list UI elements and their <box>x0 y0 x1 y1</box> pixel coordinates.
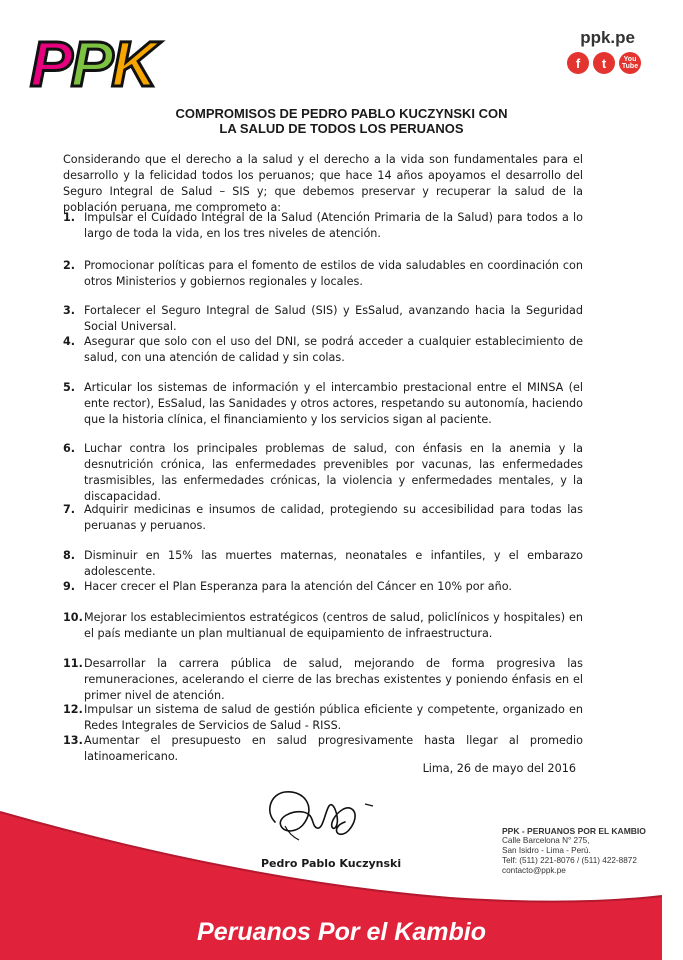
item-number: 5. <box>63 381 76 394</box>
contact-phone: Telf: (511) 221-8076 / (511) 422-8872 <box>502 856 637 865</box>
item-text: Disminuir en 15% las muertes maternas, neonatales e infantiles, y el embarazo adolescente. <box>84 549 583 578</box>
item-number: 7. <box>63 503 76 516</box>
item-text: Articular los sistemas de información y el intercambio prestacional entre el MINSA (el ente rector), EsSalud, las Sanidades y otros actores, respetando su autonomía, haciendo que la historia clínica, el financiamiento y los servicios sigan al paciente. <box>84 381 583 426</box>
logo-letter: K <box>111 28 156 100</box>
item-number: 1. <box>63 211 76 224</box>
contact-address: Calle Barcelona N° 275, <box>502 836 590 845</box>
title-line: COMPROMISOS DE PEDRO PABLO KUCZYNSKI CON <box>175 106 508 121</box>
twitter-icon[interactable]: t <box>593 52 615 74</box>
item-text: Desarrollar la carrera pública de salud, mejorando de forma progresiva las remuneraciones, acelerando el cierre de las brechas existentes y poniendo énfasis en el primer nivel de atención. <box>84 657 583 702</box>
signer-name: Pedro Pablo Kuczynski <box>261 857 402 870</box>
item-text: Adquirir medicinas e insumos de calidad, protegiendo su accesibilidad para todas las peruanas y peruanos. <box>84 503 583 532</box>
item-number: 12. <box>63 703 83 716</box>
item-text: Luchar contra los principales problemas de salud, con énfasis en la anemia y la desnutrición crónica, las enfermedades prevenibles por vacunas, las enfermedades trasmisibles, las enfermedades crónicas, la violencia y enfermedades mentales, y la discapacidad. <box>84 442 583 503</box>
item-number: 4. <box>63 335 76 348</box>
item-text: Promocionar políticas para el fomento de estilos de vida saludables en coordinación con otros Ministerios y gobiernos regionales y locales. <box>84 259 583 288</box>
item-number: 11. <box>63 657 83 670</box>
logo-letter: P <box>70 28 112 100</box>
item-number: 8. <box>63 549 76 562</box>
signature-image <box>255 782 375 852</box>
item-number: 9. <box>63 580 76 593</box>
site-url[interactable]: ppk.pe <box>580 28 635 47</box>
item-number: 6. <box>63 442 76 455</box>
title-line: LA SALUD DE TODOS LOS PERUANOS <box>219 121 464 136</box>
intro-paragraph: Considerando que el derecho a la salud y el derecho a la vida son fundamentales para el desarrollo y la felicidad todos los peruanos; que hace 14 años apoyamos el desarrollo del Seguro Integral de Salud – SIS y; que debemos preservar y recuperar la salud de la población peruana, me comprometo a: <box>63 153 583 214</box>
logo-letter: P <box>30 28 71 100</box>
contact-block <box>502 826 646 876</box>
item-text: Impulsar un sistema de salud de gestión pública eficiente y competente, organizado en Redes Integrales de Servicios de Salud - RISS. <box>84 703 583 732</box>
item-text: Mejorar los establecimientos estratégicos (centros de salud, policlínicos y hospitales) en el país mediante un plan multianual de equipamiento de infraestructura. <box>84 611 583 640</box>
item-text: Asegurar que solo con el uso del DNI, se podrá acceder a cualquier establecimiento de salud, con una atención de calidad y sin colas. <box>84 335 583 364</box>
contact-email[interactable]: contacto@ppk.pe <box>502 866 566 875</box>
item-text: Fortalecer el Seguro Integral de Salud (SIS) y EsSalud, avanzando hacia la Seguridad Social Universal. <box>84 304 583 333</box>
contact-org: PPK - PERUANOS POR EL KAMBIO <box>502 826 646 836</box>
item-text: Aumentar el presupuesto en salud progresivamente hasta llegar al promedio latinoamericano. <box>84 734 583 763</box>
item-text: Hacer crecer el Plan Esperanza para la atención del Cáncer en 10% por año. <box>84 580 512 593</box>
item-number: 13. <box>63 734 83 747</box>
footer-slogan: Peruanos Por el Kambio <box>197 918 486 946</box>
contact-address: San Isidro - Lima - Perú. <box>502 846 591 855</box>
facebook-icon[interactable]: f <box>567 52 589 74</box>
document-date: Lima, 26 de mayo del 2016 <box>422 762 576 775</box>
item-number: 2. <box>63 259 76 272</box>
item-number: 10. <box>63 611 83 624</box>
item-text: Impulsar el Cuidado Integral de la Salud (Atención Primaria de la Salud) para todos a lo largo de toda la vida, en los tres niveles de atención. <box>84 211 583 240</box>
youtube-icon[interactable]: You Tube <box>619 52 641 74</box>
item-number: 3. <box>63 304 76 317</box>
